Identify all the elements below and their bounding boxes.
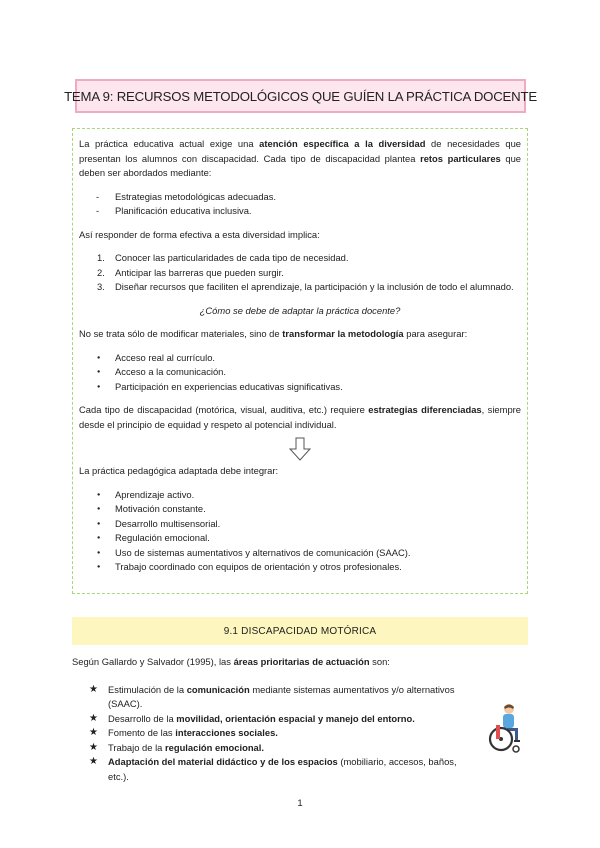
list-item: ★ Estimulación de la comunicación mediante sistemas aumentativos y/o alternativos (SAAC). [72,683,468,712]
intro-box [72,128,528,594]
bullet-list-2 [79,488,521,575]
list-item: ● Aprendizaje activo. [79,488,521,503]
page-title-text: TEMA 9: RECURSOS METODOLÓGICOS QUE GUÍEN LA PRÁCTICA DOCENTE [64,88,537,104]
bullet-list-1 [79,351,521,395]
section-lead: Según Gallardo y Salvador (1995), las áreas prioritarias de actuación son: [72,656,390,667]
guiding-question: ¿Cómo se debe de adaptar la práctica docente? [199,304,401,316]
list-item: ● Uso de sistemas aumentativos y alternativos de comunicación (SAAC). [79,546,521,561]
intro-paragraph-4: Cada tipo de discapacidad (motórica, visual, auditiva, etc.) requiere estrategias diferenciadas, siempre desde el principio de equidad y respeto al potencial individual. [79,404,521,430]
section-heading: 9.1 DISCAPACIDAD MOTÓRICA [72,617,528,645]
down-arrow-icon [79,436,521,462]
list-item: ● Motivación constante. [79,502,521,517]
star-list [72,683,528,785]
list-item: ● Trabajo coordinado con equipos de orientación y otros profesionales. [79,560,521,575]
list-item: ★ Adaptación del material didáctico y de los espacios (mobiliario, accesos, baños, etc.). [72,755,468,784]
wheelchair-user-icon [487,703,523,753]
list-item: ● Acceso a la comunicación. [79,365,521,380]
page-number: 1 [297,798,303,809]
intro-paragraph-2: Así responder de forma efectiva a esta diversidad implica: [79,228,320,240]
section-content [72,655,528,784]
list-item: ● Regulación emocional. [79,531,521,546]
list-item: - Planificación educativa inclusiva. [79,204,521,219]
intro-paragraph-3: No se trata sólo de modificar materiales, sino de transformar la metodología para asegurar: [79,328,468,339]
list-item: 1. Conocer las particularidades de cada tipo de necesidad. [97,252,349,263]
list-item: - Estrategias metodológicas adecuadas. [79,190,521,205]
list-item: 3. Diseñar recursos que faciliten el aprendizaje, la participación y la inclusión de todo el alumnado. [97,281,514,292]
page-title [64,79,537,113]
list-item: 2. Anticipar las barreras que pueden surgir. [97,266,284,278]
list-item: ● Participación en experiencias educativas significativas. [79,380,521,395]
list-item: ★ Fomento de las interacciones sociales. [72,726,468,741]
numbered-list [79,251,521,295]
list-item: ★ Trabajo de la regulación emocional. [72,741,468,756]
list-item: ● Acceso real al currículo. [79,351,521,366]
dash-list [79,190,521,219]
list-item: ● Desarrollo multisensorial. [79,517,521,532]
intro-paragraph-5: La práctica pedagógica adaptada debe integrar: [79,465,279,476]
intro-paragraph-1: La práctica educativa actual exige una atención específica a la diversidad de necesidades que presentan los alumnos con discapacidad. Cada tipo de discapacidad plantea retos particulares que deben ser abordados mediante: [79,138,521,178]
list-item: ★ Desarrollo de la movilidad, orientación espacial y manejo del entorno. [72,712,468,727]
